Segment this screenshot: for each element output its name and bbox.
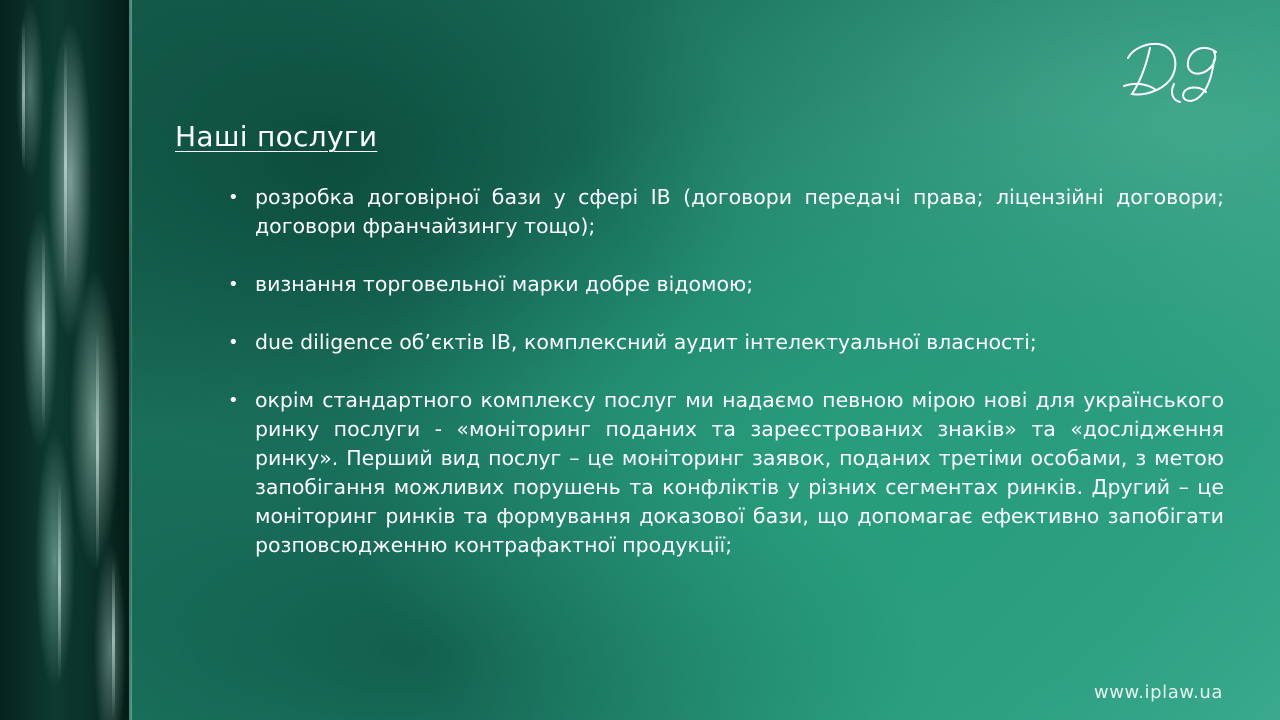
decorative-side-strip <box>0 0 131 720</box>
dg-monogram-logo-icon <box>1120 36 1236 106</box>
list-item <box>228 328 1224 357</box>
bullet-icon: • <box>228 332 239 353</box>
list-item-text: визнання торговельної марки добре відомою; <box>255 272 754 296</box>
bullet-icon: • <box>228 390 239 411</box>
list-item <box>228 386 1224 560</box>
strip-highlight <box>96 330 99 570</box>
list-item-text: розробка договірної бази у сфері ІВ (договори передачі права; ліцензійні договори; договори франчайзингу тощо); <box>255 185 1224 238</box>
strip-highlight <box>112 560 115 720</box>
strip-highlight <box>58 480 61 680</box>
list-item <box>228 270 1224 299</box>
website-url[interactable]: www.iplaw.ua <box>1093 682 1223 703</box>
list-item-text: окрім стандартного комплексу послуг ми надаємо певною мірою нові для українського ринку послуги - «моніторинг поданих та зареєстрованих знаків» та «дослідження ринку». Перший вид послуг – це моніторинг заявок, поданих третіми особами, з метою запобігання можливих порушень та конфліктів у різних сегментах ринків. Другий – це моніторинг ринків та формування доказової бази, що допомагає ефективно запобігати розповсюдженню контрафактної продукції; <box>255 388 1224 557</box>
strip-highlight <box>42 230 45 430</box>
list-item <box>228 183 1224 241</box>
strip-highlight <box>64 40 67 290</box>
strip-highlight <box>22 20 25 170</box>
bullet-icon: • <box>228 187 239 208</box>
list-item-text: due diligence об’єктів ІВ, комплексний аудит інтелектуальної власності; <box>255 330 1037 354</box>
strip-edge-divider <box>129 0 132 720</box>
services-list <box>228 183 1224 560</box>
bullet-icon: • <box>228 274 239 295</box>
slide-title: Наші послуги <box>175 120 378 153</box>
